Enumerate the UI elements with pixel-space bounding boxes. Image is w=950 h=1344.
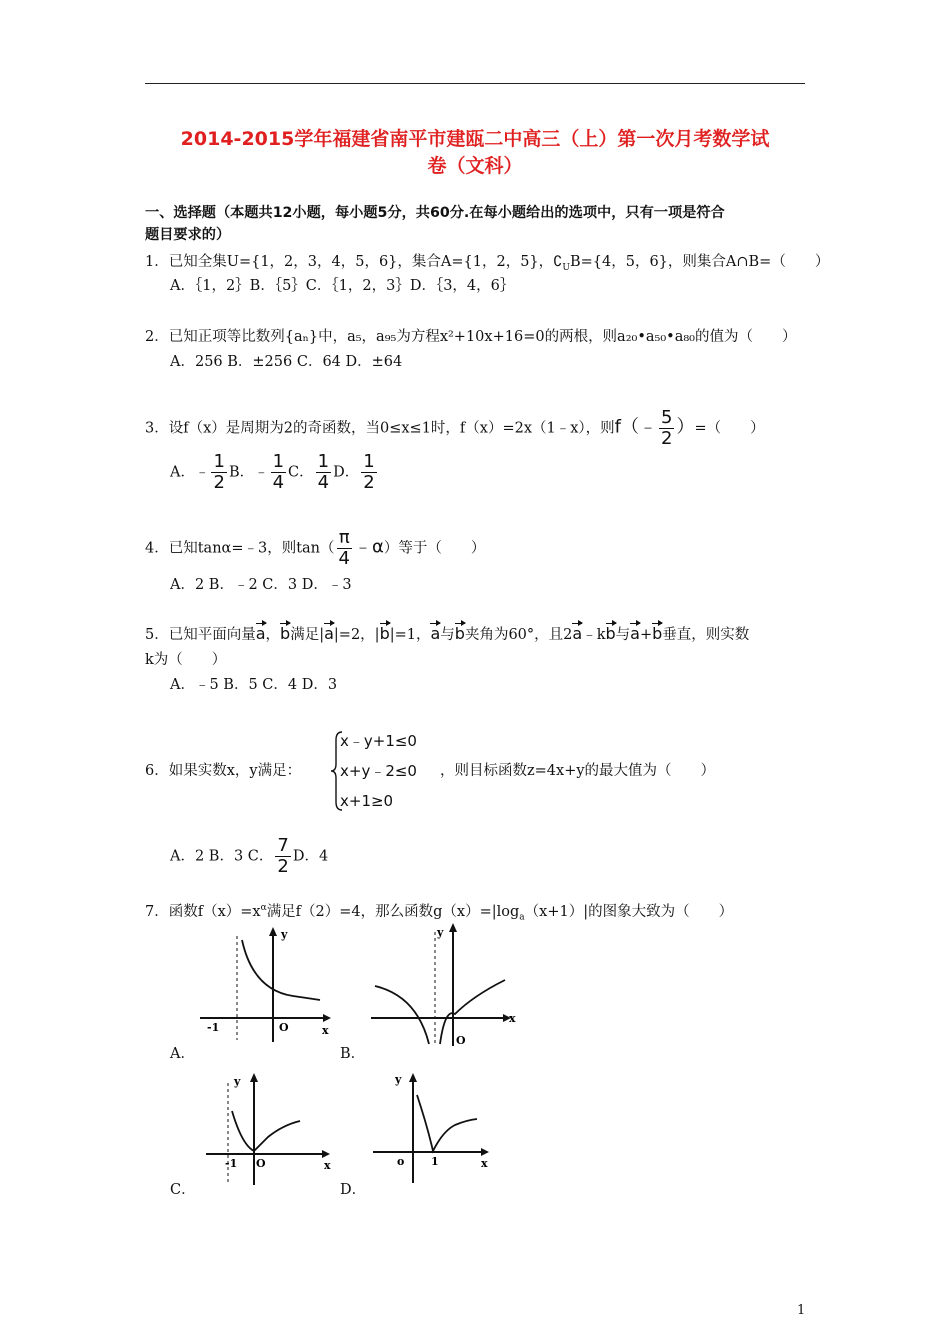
title-line-1: 2014-2015学年福建省南平市建瓯二中高三（上）第一次月考数学试 bbox=[180, 128, 770, 150]
vector-b: b bbox=[379, 624, 390, 643]
vector-a: a bbox=[255, 624, 266, 643]
option-b-label: B．﹣ bbox=[228, 464, 269, 481]
question-1-options: A．｛1，2｝B．｛5｝C．｛1，2，3｝D．｛3，4，6｝ bbox=[170, 278, 515, 294]
section-heading-line-1: 一、选择题（本题共12小题，每小题5分，共60分.在每小题给出的选项中，只有一项是符合 bbox=[145, 205, 725, 221]
q5-text: + bbox=[639, 627, 653, 643]
option-c-label: C． bbox=[288, 464, 314, 481]
graph-b bbox=[365, 918, 525, 1050]
q4-stem-part: 4．已知tanα=﹣3，则tan（ bbox=[145, 540, 335, 557]
q5-text: 5．已知平面向量 bbox=[145, 627, 256, 643]
section-heading bbox=[145, 202, 810, 246]
fraction-numerator: 7 bbox=[277, 835, 289, 856]
y-label: y bbox=[437, 926, 444, 939]
q3-fraction bbox=[659, 408, 674, 449]
fraction-numerator: 1 bbox=[213, 451, 225, 472]
y-axis-arrow bbox=[250, 1073, 258, 1082]
y-axis-arrow bbox=[449, 923, 457, 932]
curve-left bbox=[375, 986, 429, 1044]
option-d-fraction bbox=[361, 452, 376, 493]
page-number: 1 bbox=[797, 1303, 806, 1318]
fraction-denominator: 2 bbox=[363, 472, 375, 493]
q1-stem-part: 1．已知全集U={1，2，3，4，5，6}，集合A={1，2，5}，∁ bbox=[145, 254, 563, 270]
q7-exponent: α bbox=[260, 903, 267, 913]
q3-f-label: f（﹣ bbox=[614, 416, 658, 438]
curve-right bbox=[440, 980, 505, 1044]
x-axis-arrow bbox=[322, 1150, 330, 1158]
one-label: 1 bbox=[431, 1155, 439, 1168]
header-rule bbox=[145, 83, 805, 84]
y-axis-arrow bbox=[269, 927, 277, 936]
fraction-denominator: 2 bbox=[277, 856, 289, 877]
fraction-denominator: 4 bbox=[317, 472, 330, 493]
q6-option-d: D．4 bbox=[292, 848, 329, 865]
question-6-prefix: 6．如果实数x，y满足： bbox=[145, 763, 302, 779]
option-a-label: A．﹣ bbox=[170, 464, 210, 481]
graph-b-label: B． bbox=[340, 1046, 366, 1062]
option-c-fraction bbox=[275, 836, 290, 877]
y-label: y bbox=[234, 1075, 241, 1088]
q7-stem-part: 7．函数f（x）=x bbox=[145, 903, 261, 920]
question-5-options: A．﹣5 B．5 C．4 D．3 bbox=[170, 677, 338, 693]
q3-stem-part: =（ ） bbox=[694, 420, 765, 437]
q1-stem-part: B={4，5，6}，则集合A∩B=（ ） bbox=[569, 254, 830, 270]
x-label: x bbox=[324, 1159, 331, 1172]
question-3-options bbox=[170, 452, 379, 493]
vector-b: b bbox=[454, 624, 465, 643]
vector-b: b bbox=[605, 624, 616, 643]
fraction-numerator: 1 bbox=[363, 451, 375, 472]
origin-label: O bbox=[456, 1034, 466, 1047]
constraint-1: x﹣y+1≤0 bbox=[340, 732, 417, 750]
x-label: x bbox=[481, 1157, 488, 1170]
question-5-stem bbox=[145, 623, 749, 645]
q5-text: |=1， bbox=[389, 627, 431, 643]
vector-a: a bbox=[572, 624, 583, 643]
fraction-numerator: π bbox=[337, 528, 352, 549]
question-6-options bbox=[170, 836, 328, 877]
graph-c-label: C． bbox=[170, 1182, 196, 1198]
vector-b: b bbox=[652, 624, 663, 643]
origin-label: O bbox=[256, 1157, 266, 1170]
q4-stem-part: ）等于（ ） bbox=[383, 540, 486, 557]
question-1-stem bbox=[145, 252, 829, 278]
vector-a: a bbox=[324, 624, 334, 643]
question-4-stem bbox=[145, 528, 485, 569]
fraction-denominator: 2 bbox=[213, 472, 225, 493]
constraint-3: x+1≥0 bbox=[340, 792, 394, 810]
graph-d bbox=[365, 1065, 505, 1185]
fraction-numerator: 1 bbox=[272, 451, 285, 472]
q5-text: 与 bbox=[615, 627, 631, 643]
question-4-options: A．2 B．﹣2 C．3 D．﹣3 bbox=[170, 577, 352, 593]
fraction-numerator: 1 bbox=[317, 451, 330, 472]
fraction-numerator: 5 bbox=[661, 407, 673, 428]
q4-minus-alpha: ﹣α bbox=[353, 536, 384, 558]
option-d-label: D． bbox=[333, 464, 360, 481]
question-3-stem bbox=[145, 408, 765, 449]
graph-a bbox=[195, 922, 340, 1042]
q5-text: 与 bbox=[440, 627, 455, 643]
neg-one-label: -1 bbox=[225, 1157, 238, 1170]
q5-text: 夹角为60°，且2 bbox=[464, 627, 573, 643]
origin-label: O bbox=[279, 1021, 289, 1034]
x-axis-arrow bbox=[481, 1148, 489, 1156]
option-b-fraction bbox=[271, 452, 286, 493]
q1-complement-subscript: U bbox=[562, 262, 570, 273]
option-a-fraction bbox=[211, 452, 226, 493]
title-line-2: 卷（文科） bbox=[427, 155, 523, 177]
graph-a-label: A． bbox=[170, 1046, 195, 1062]
y-label: y bbox=[395, 1073, 402, 1086]
q5-text: ﹣k bbox=[582, 627, 606, 643]
fraction-denominator: 2 bbox=[661, 428, 673, 449]
vector-a: a bbox=[630, 624, 640, 643]
x-axis-arrow bbox=[323, 1014, 331, 1022]
curve bbox=[417, 1095, 477, 1151]
fraction-denominator: 4 bbox=[272, 472, 285, 493]
graph-c bbox=[198, 1065, 343, 1185]
q5-text: |=2，| bbox=[333, 627, 380, 643]
q7-log-base: a bbox=[519, 912, 525, 923]
question-2-stem: 2．已知正项等比数列{aₙ}中，a₅，a₉₅为方程x²+10x+16=0的两根，则a₂₀•a₅₀•a₈₀的值为（ ） bbox=[145, 329, 797, 345]
curve bbox=[242, 940, 320, 1000]
question-5-stem-line-2: k为（ ） bbox=[145, 652, 227, 668]
document-title bbox=[145, 126, 805, 180]
vector-b: b bbox=[280, 624, 291, 643]
q7-stem-part: 满足f（2）=4，那么函数g（x）=|log bbox=[266, 903, 520, 920]
q5-text: 垂直，则实数 bbox=[662, 627, 750, 643]
q4-fraction bbox=[337, 528, 352, 569]
q5-text: ， bbox=[265, 627, 281, 643]
q5-text: 满足| bbox=[290, 627, 325, 643]
origin-label: o bbox=[397, 1155, 405, 1168]
option-c-fraction bbox=[316, 452, 331, 493]
question-6-suffix: ，则目标函数z=4x+y的最大值为（ ） bbox=[440, 763, 716, 779]
neg-one-label: -1 bbox=[207, 1021, 220, 1034]
section-heading-line-2: 题目要求的） bbox=[145, 227, 231, 243]
constraint-2: x+y﹣2≤0 bbox=[340, 762, 417, 780]
fraction-denominator: 4 bbox=[338, 548, 350, 569]
vector-a: a bbox=[430, 624, 441, 643]
curve bbox=[232, 1111, 300, 1151]
graph-d-label: D． bbox=[340, 1182, 367, 1198]
q6-options-abc: A．2 B．3 C． bbox=[170, 848, 274, 865]
q3-paren: ） bbox=[676, 416, 695, 438]
q3-stem-part: 3．设f（x）是周期为2的奇函数，当0≤x≤1时，f（x）=2x（1﹣x），则 bbox=[145, 420, 615, 437]
q7-stem-part: （x+1）|的图象大致为（ ） bbox=[524, 903, 734, 920]
x-label: x bbox=[509, 1012, 516, 1025]
question-2-options: A．256 B．±256 C．64 D．±64 bbox=[170, 354, 403, 370]
y-axis-arrow bbox=[409, 1073, 417, 1082]
y-label: y bbox=[281, 928, 288, 941]
x-label: x bbox=[322, 1024, 329, 1037]
